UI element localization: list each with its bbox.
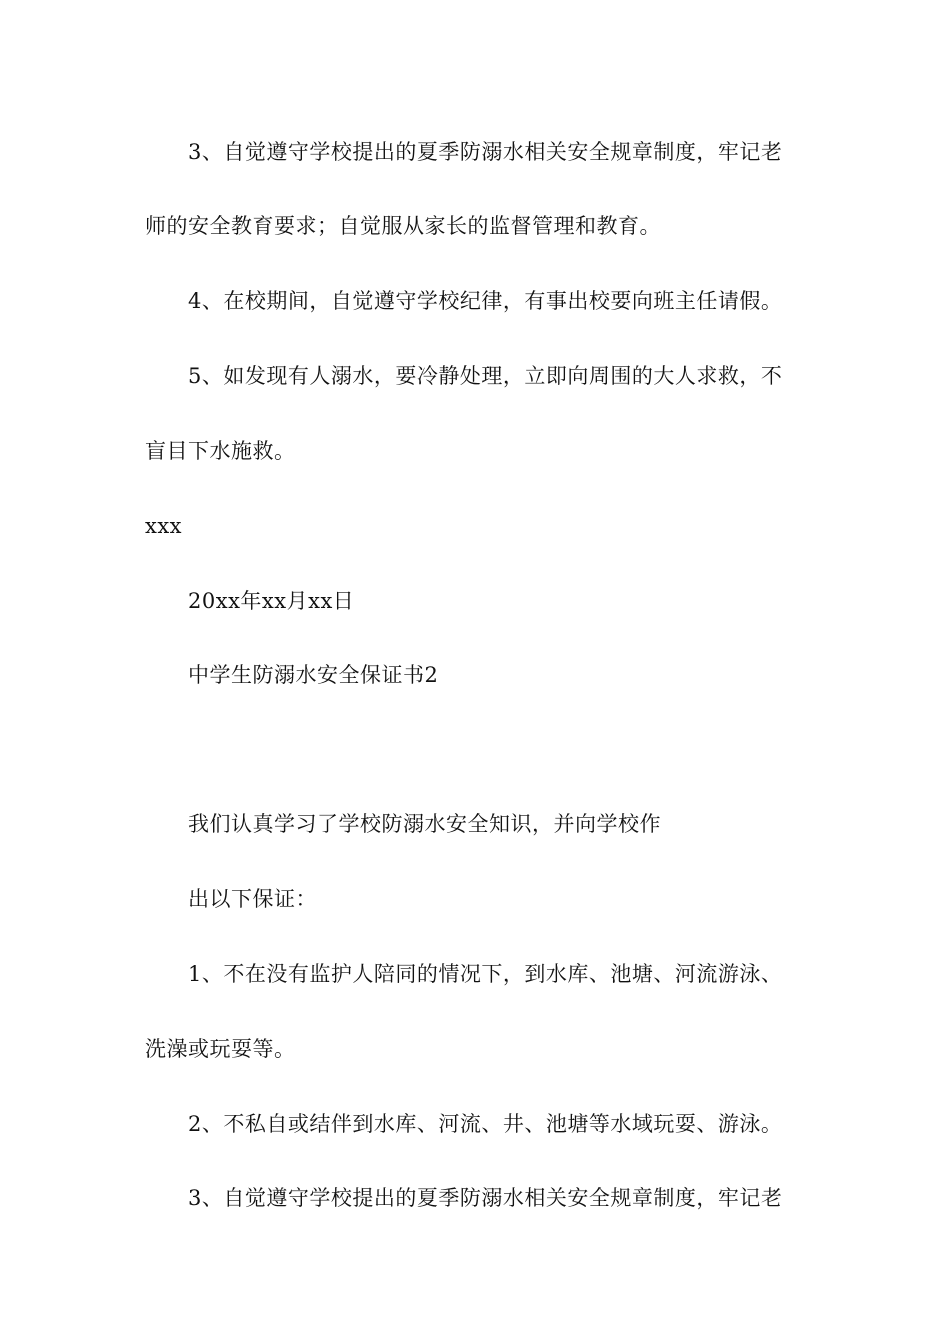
paragraph-line: 出以下保证： xyxy=(188,887,317,911)
paragraph-line: 3、自觉遵守学校提出的夏季防溺水相关安全规章制度，牢记老 xyxy=(188,1186,783,1210)
paragraph-line: 4、在校期间，自觉遵守学校纪律，有事出校要向班主任请假。 xyxy=(188,289,783,313)
signature-name: xxx xyxy=(145,514,183,538)
paragraph-line: 3、自觉遵守学校提出的夏季防溺水相关安全规章制度，牢记老 xyxy=(188,140,783,164)
paragraph-line: 2、不私自或结伴到水库、河流、井、池塘等水域玩耍、游泳。 xyxy=(188,1112,783,1136)
paragraph-line: 我们认真学习了学校防溺水安全知识，并向学校作 xyxy=(188,812,661,836)
section-title: 中学生防溺水安全保证书2 xyxy=(188,663,439,687)
paragraph-line: 师的安全教育要求；自觉服从家长的监督管理和教育。 xyxy=(145,214,661,238)
paragraph-line: 1、不在没有监护人陪同的情况下，到水库、池塘、河流游泳、 xyxy=(188,962,783,986)
paragraph-line: 洗澡或玩耍等。 xyxy=(145,1037,296,1061)
paragraph-line: 5、如发现有人溺水，要冷静处理，立即向周围的大人求救，不 xyxy=(188,364,783,388)
paragraph-line: 盲目下水施救。 xyxy=(145,439,296,463)
signature-date: 20xx年xx月xx日 xyxy=(188,589,355,613)
